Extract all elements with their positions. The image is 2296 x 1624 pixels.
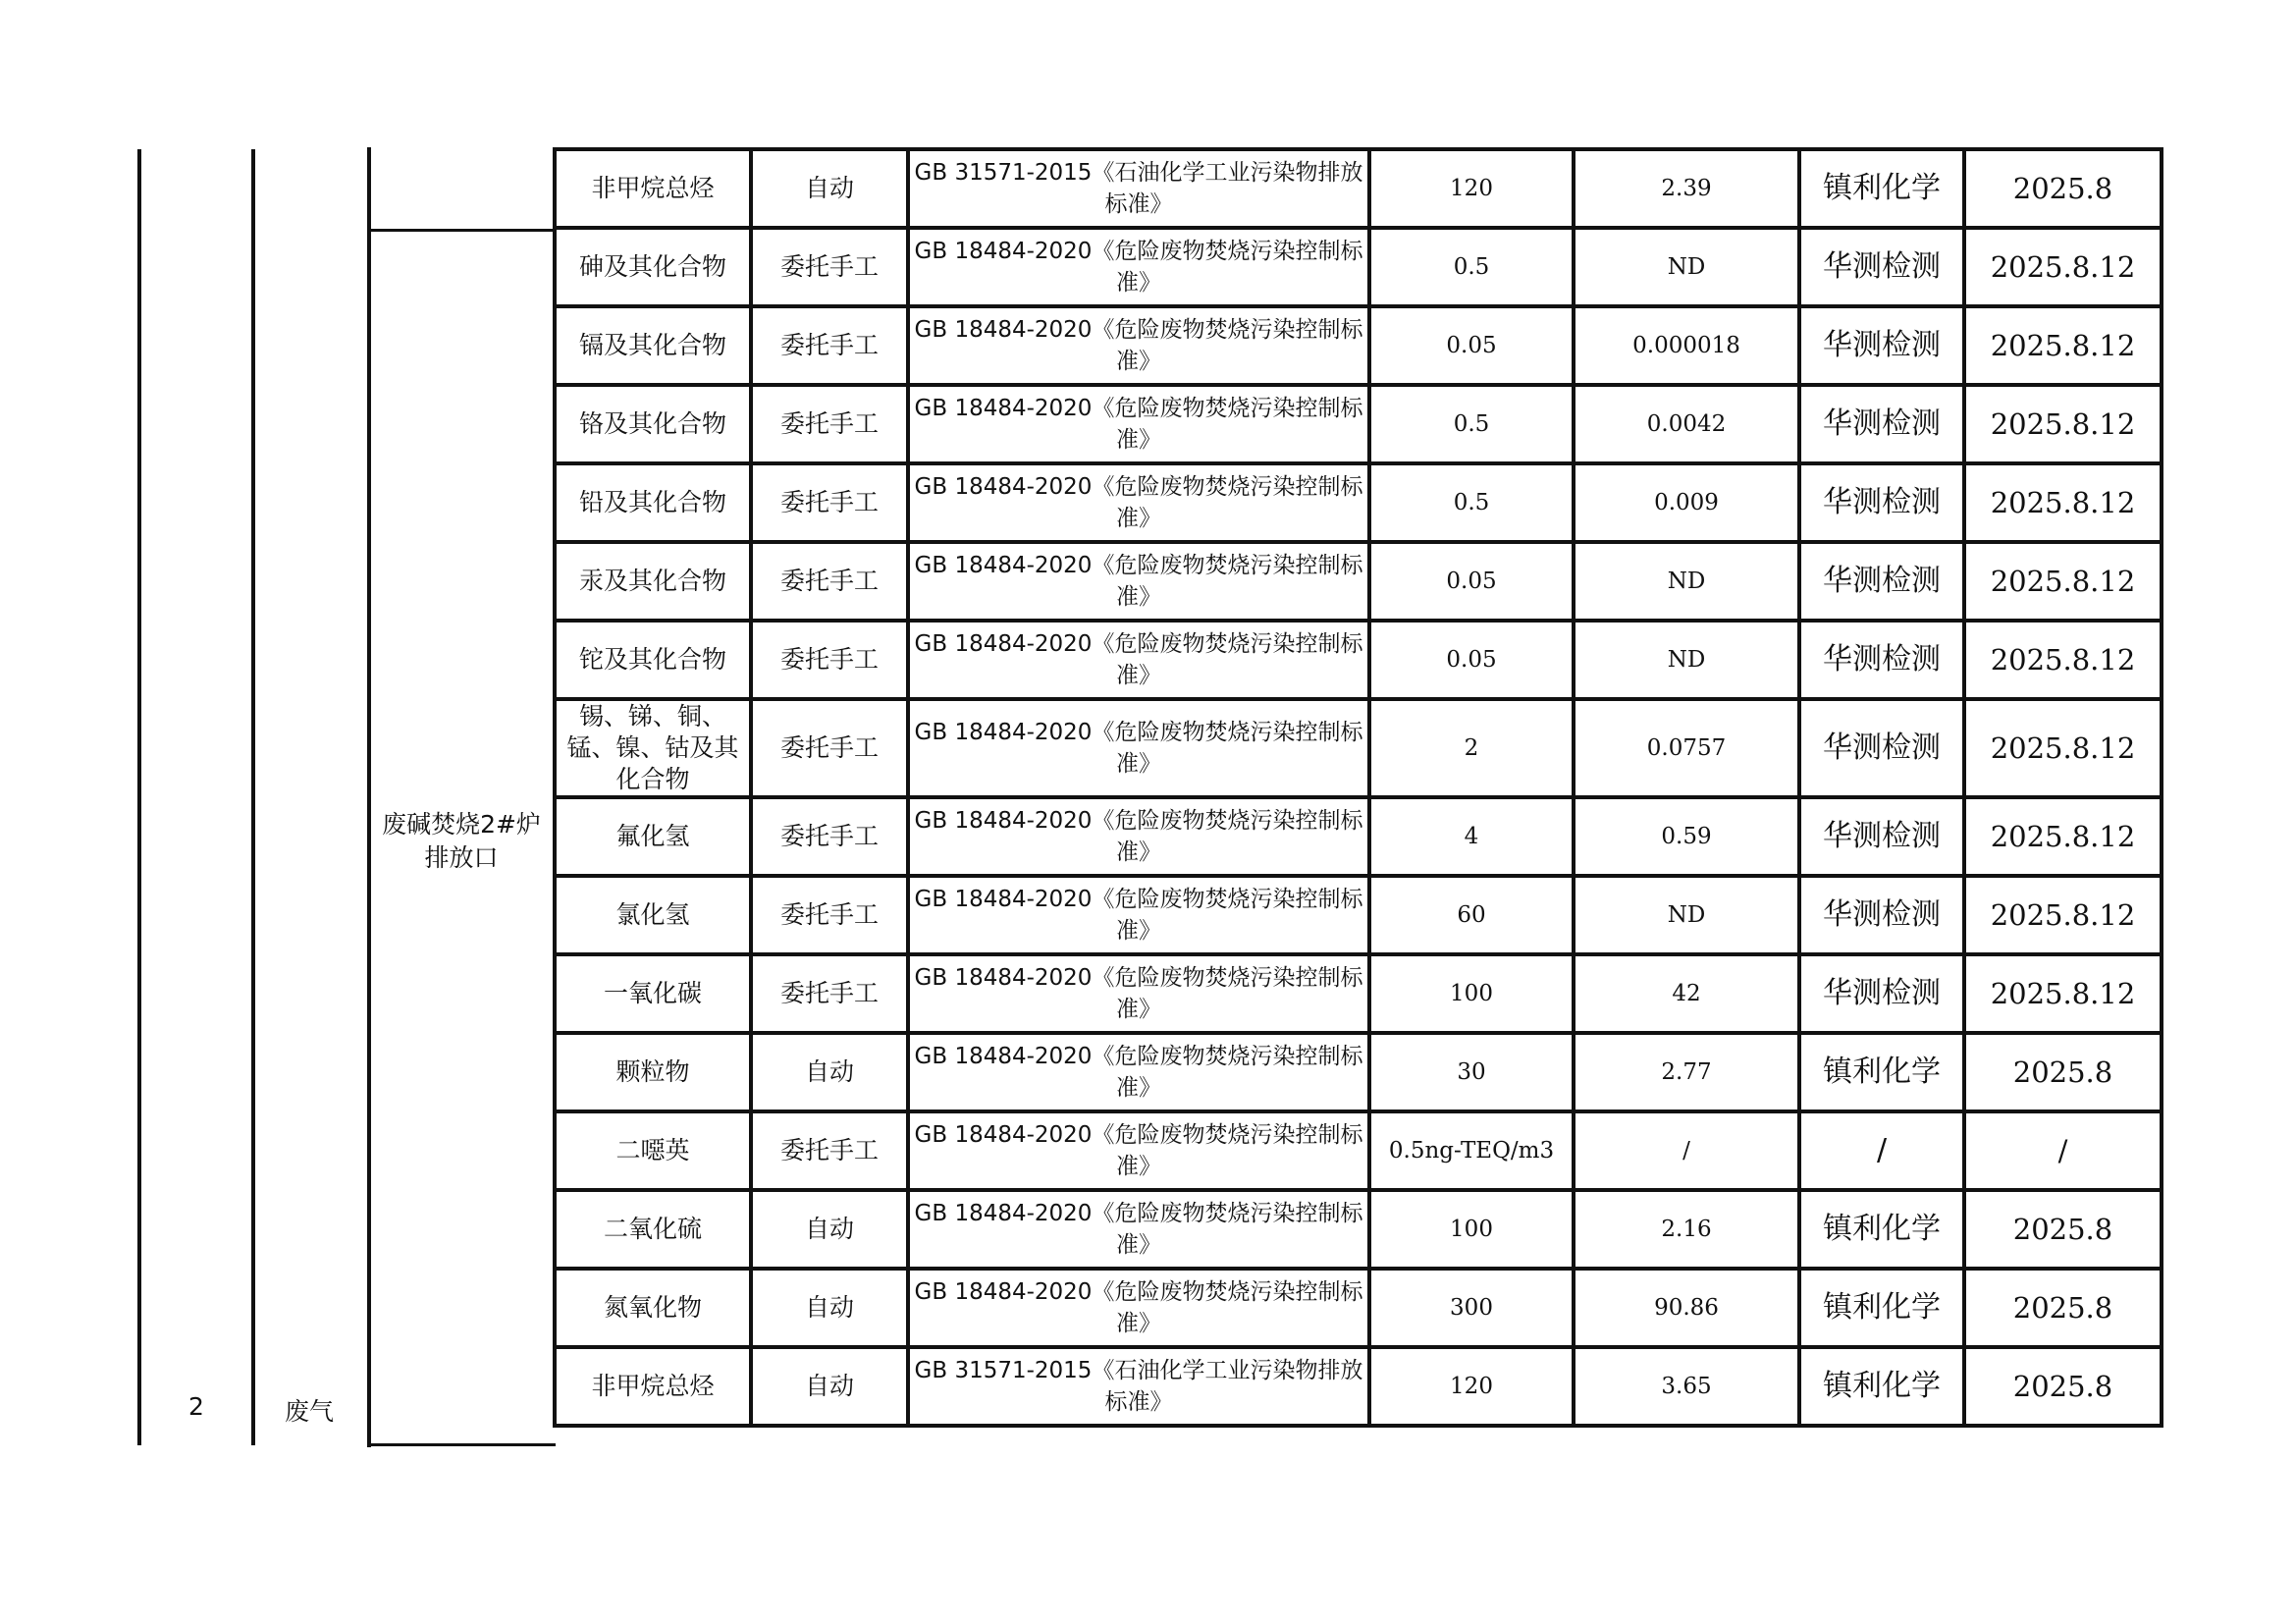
left-border-line-3 bbox=[367, 147, 371, 1447]
monitoring-date: 2025.8 bbox=[1964, 149, 2162, 228]
limit-value: 4 bbox=[1369, 797, 1574, 876]
limit-value: 100 bbox=[1369, 954, 1574, 1033]
monitoring-org: 华测检测 bbox=[1799, 699, 1964, 797]
table-row bbox=[555, 1269, 2162, 1347]
pollutant-item: 锡、锑、铜、锰、镍、钴及其化合物 bbox=[555, 699, 751, 797]
monitoring-mode: 委托手工 bbox=[751, 1111, 908, 1190]
pollutant-item: 一氧化碳 bbox=[555, 954, 751, 1033]
limit-value: 60 bbox=[1369, 876, 1574, 954]
table-row bbox=[555, 797, 2162, 876]
monitoring-date: 2025.8.12 bbox=[1964, 876, 2162, 954]
monitoring-mode: 委托手工 bbox=[751, 699, 908, 797]
result-value: 90.86 bbox=[1574, 1269, 1799, 1347]
standard: GB 18484-2020《危险废物焚烧污染控制标准》 bbox=[908, 797, 1369, 876]
table-row bbox=[555, 876, 2162, 954]
table-row bbox=[555, 463, 2162, 542]
result-value: ND bbox=[1574, 876, 1799, 954]
table-row bbox=[555, 1190, 2162, 1269]
monitoring-date: 2025.8 bbox=[1964, 1033, 2162, 1111]
table-row bbox=[555, 1111, 2162, 1190]
standard: GB 18484-2020《危险废物焚烧污染控制标准》 bbox=[908, 1190, 1369, 1269]
table-row bbox=[555, 1033, 2162, 1111]
monitoring-mode: 委托手工 bbox=[751, 306, 908, 385]
limit-value: 0.05 bbox=[1369, 542, 1574, 621]
left-border-line-2 bbox=[251, 149, 255, 1445]
limit-value: 0.05 bbox=[1369, 306, 1574, 385]
monitoring-org: 华测检测 bbox=[1799, 954, 1964, 1033]
monitoring-mode: 自动 bbox=[751, 149, 908, 228]
pollutant-item: 二噁英 bbox=[555, 1111, 751, 1190]
monitoring-date: / bbox=[1964, 1111, 2162, 1190]
limit-value: 0.5 bbox=[1369, 228, 1574, 306]
monitoring-mode: 自动 bbox=[751, 1033, 908, 1111]
monitoring-mode: 委托手工 bbox=[751, 542, 908, 621]
pollutant-item: 砷及其化合物 bbox=[555, 228, 751, 306]
standard: GB 18484-2020《危险废物焚烧污染控制标准》 bbox=[908, 1111, 1369, 1190]
table-row bbox=[555, 228, 2162, 306]
standard: GB 18484-2020《危险废物焚烧污染控制标准》 bbox=[908, 621, 1369, 699]
result-value: / bbox=[1574, 1111, 1799, 1190]
monitoring-org: 镇利化学 bbox=[1799, 1190, 1964, 1269]
monitoring-mode: 自动 bbox=[751, 1269, 908, 1347]
monitoring-org: 华测检测 bbox=[1799, 463, 1964, 542]
pollutant-item: 非甲烷总烃 bbox=[555, 149, 751, 228]
pollutant-item: 二氧化硫 bbox=[555, 1190, 751, 1269]
category: 废气 bbox=[285, 1397, 335, 1426]
limit-value: 0.05 bbox=[1369, 621, 1574, 699]
standard: GB 18484-2020《危险废物焚烧污染控制标准》 bbox=[908, 1033, 1369, 1111]
limit-value: 300 bbox=[1369, 1269, 1574, 1347]
table-row bbox=[555, 385, 2162, 463]
outlet-name: 废碱焚烧2#炉排放口 bbox=[382, 810, 541, 872]
table-row bbox=[555, 621, 2162, 699]
monitoring-date: 2025.8.12 bbox=[1964, 306, 2162, 385]
outlet-separator-line bbox=[367, 229, 556, 232]
monitoring-mode: 自动 bbox=[751, 1347, 908, 1426]
monitoring-mode: 委托手工 bbox=[751, 463, 908, 542]
pollutant-item: 铅及其化合物 bbox=[555, 463, 751, 542]
monitoring-org: 华测检测 bbox=[1799, 797, 1964, 876]
limit-value: 2 bbox=[1369, 699, 1574, 797]
result-value: 2.16 bbox=[1574, 1190, 1799, 1269]
limit-value: 30 bbox=[1369, 1033, 1574, 1111]
monitoring-mode: 委托手工 bbox=[751, 621, 908, 699]
standard: GB 18484-2020《危险废物焚烧污染控制标准》 bbox=[908, 385, 1369, 463]
limit-value: 120 bbox=[1369, 1347, 1574, 1426]
monitoring-org: 华测检测 bbox=[1799, 306, 1964, 385]
result-value: 0.59 bbox=[1574, 797, 1799, 876]
result-value: 0.0042 bbox=[1574, 385, 1799, 463]
monitoring-mode: 委托手工 bbox=[751, 228, 908, 306]
monitoring-org: 华测检测 bbox=[1799, 228, 1964, 306]
monitoring-table bbox=[553, 147, 2163, 1428]
result-value: 0.009 bbox=[1574, 463, 1799, 542]
monitoring-date: 2025.8.12 bbox=[1964, 797, 2162, 876]
table-row bbox=[555, 149, 2162, 228]
monitoring-mode: 委托手工 bbox=[751, 876, 908, 954]
table-row bbox=[555, 542, 2162, 621]
monitoring-mode: 委托手工 bbox=[751, 385, 908, 463]
result-value: 0.0757 bbox=[1574, 699, 1799, 797]
pollutant-item: 氯化氢 bbox=[555, 876, 751, 954]
result-value: 3.65 bbox=[1574, 1347, 1799, 1426]
standard: GB 18484-2020《危险废物焚烧污染控制标准》 bbox=[908, 542, 1369, 621]
monitoring-date: 2025.8.12 bbox=[1964, 463, 2162, 542]
monitoring-date: 2025.8.12 bbox=[1964, 954, 2162, 1033]
monitoring-date: 2025.8.12 bbox=[1964, 699, 2162, 797]
monitoring-date: 2025.8.12 bbox=[1964, 621, 2162, 699]
standard: GB 18484-2020《危险废物焚烧污染控制标准》 bbox=[908, 699, 1369, 797]
monitoring-org: 华测检测 bbox=[1799, 385, 1964, 463]
result-value: ND bbox=[1574, 621, 1799, 699]
monitoring-org: 镇利化学 bbox=[1799, 1269, 1964, 1347]
left-border-line-1 bbox=[137, 149, 141, 1445]
monitoring-org: 镇利化学 bbox=[1799, 1347, 1964, 1426]
monitoring-date: 2025.8 bbox=[1964, 1347, 2162, 1426]
seq-no: 2 bbox=[188, 1392, 204, 1421]
table-row bbox=[555, 306, 2162, 385]
pollutant-item: 氟化氢 bbox=[555, 797, 751, 876]
table-row bbox=[555, 1347, 2162, 1426]
pollutant-item: 铊及其化合物 bbox=[555, 621, 751, 699]
table-row bbox=[555, 954, 2162, 1033]
monitoring-org: 华测检测 bbox=[1799, 876, 1964, 954]
monitoring-date: 2025.8 bbox=[1964, 1190, 2162, 1269]
monitoring-date: 2025.8.12 bbox=[1964, 542, 2162, 621]
result-value: 2.39 bbox=[1574, 149, 1799, 228]
standard: GB 18484-2020《危险废物焚烧污染控制标准》 bbox=[908, 228, 1369, 306]
result-value: ND bbox=[1574, 542, 1799, 621]
monitoring-org: / bbox=[1799, 1111, 1964, 1190]
standard: GB 31571-2015《石油化学工业污染物排放标准》 bbox=[908, 149, 1369, 228]
result-value: 42 bbox=[1574, 954, 1799, 1033]
standard: GB 18484-2020《危险废物焚烧污染控制标准》 bbox=[908, 954, 1369, 1033]
monitoring-date: 2025.8 bbox=[1964, 1269, 2162, 1347]
limit-value: 0.5 bbox=[1369, 463, 1574, 542]
result-value: 0.000018 bbox=[1574, 306, 1799, 385]
result-value: ND bbox=[1574, 228, 1799, 306]
limit-value: 0.5ng-TEQ/m3 bbox=[1369, 1111, 1574, 1190]
standard: GB 18484-2020《危险废物焚烧污染控制标准》 bbox=[908, 876, 1369, 954]
pollutant-item: 非甲烷总烃 bbox=[555, 1347, 751, 1426]
pollutant-item: 铬及其化合物 bbox=[555, 385, 751, 463]
limit-value: 120 bbox=[1369, 149, 1574, 228]
monitoring-org: 华测检测 bbox=[1799, 621, 1964, 699]
monitoring-org: 镇利化学 bbox=[1799, 149, 1964, 228]
outlet-bottom-line bbox=[367, 1443, 556, 1446]
pollutant-item: 颗粒物 bbox=[555, 1033, 751, 1111]
monitoring-date: 2025.8.12 bbox=[1964, 385, 2162, 463]
pollutant-item: 汞及其化合物 bbox=[555, 542, 751, 621]
monitoring-mode: 自动 bbox=[751, 1190, 908, 1269]
standard: GB 18484-2020《危险废物焚烧污染控制标准》 bbox=[908, 306, 1369, 385]
monitoring-org: 华测检测 bbox=[1799, 542, 1964, 621]
monitoring-mode: 委托手工 bbox=[751, 954, 908, 1033]
monitoring-mode: 委托手工 bbox=[751, 797, 908, 876]
pollutant-item: 镉及其化合物 bbox=[555, 306, 751, 385]
pollutant-item: 氮氧化物 bbox=[555, 1269, 751, 1347]
monitoring-org: 镇利化学 bbox=[1799, 1033, 1964, 1111]
limit-value: 0.5 bbox=[1369, 385, 1574, 463]
result-value: 2.77 bbox=[1574, 1033, 1799, 1111]
standard: GB 18484-2020《危险废物焚烧污染控制标准》 bbox=[908, 463, 1369, 542]
table-row bbox=[555, 699, 2162, 797]
limit-value: 100 bbox=[1369, 1190, 1574, 1269]
standard: GB 31571-2015《石油化学工业污染物排放标准》 bbox=[908, 1347, 1369, 1426]
standard: GB 18484-2020《危险废物焚烧污染控制标准》 bbox=[908, 1269, 1369, 1347]
monitoring-date: 2025.8.12 bbox=[1964, 228, 2162, 306]
